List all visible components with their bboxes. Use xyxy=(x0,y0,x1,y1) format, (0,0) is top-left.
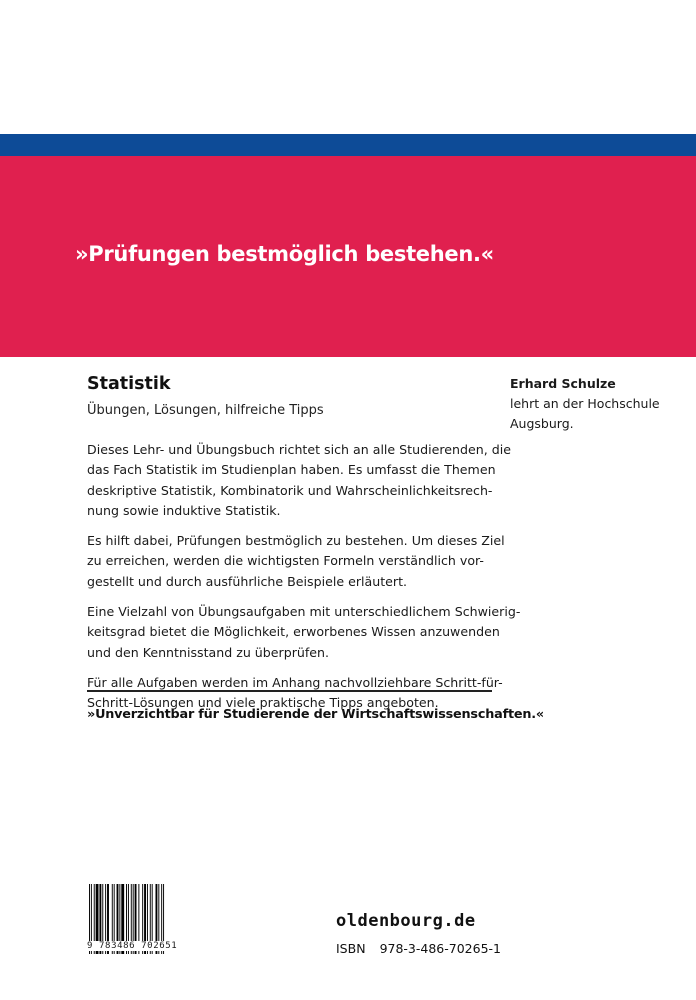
description-line: Es hilft dabei, Prüfungen bestmöglich zu bestehen. Um dieses Ziel xyxy=(87,533,505,549)
author-name: Erhard Schulze xyxy=(510,376,616,391)
description-line: und den Kenntnisstand zu überprüfen. xyxy=(87,644,330,660)
description-line: nung sowie induktive Statistik. xyxy=(87,502,281,518)
author-bio-line: Augsburg. xyxy=(510,416,574,431)
divider-line xyxy=(87,690,492,692)
description-line: Schritt-Lösungen und viele praktische Tipps angeboten. xyxy=(87,695,439,711)
publisher-website: oldenbourg.de xyxy=(336,911,476,931)
tagline: »Prüfungen bestmöglich bestehen.« xyxy=(75,242,494,266)
isbn-line xyxy=(336,941,501,956)
description-line: keitsgrad bietet die Möglichkeit, erworbenes Wissen anzuwenden xyxy=(87,624,500,640)
description-line: Eine Vielzahl von Übungsaufgaben mit unterschiedlichem Schwierig- xyxy=(87,604,521,620)
description-paragraph-3 xyxy=(87,602,521,663)
description-paragraph-1 xyxy=(87,440,511,521)
description-line: Für alle Aufgaben werden im Anhang nachvollziehbare Schritt-für- xyxy=(87,674,503,690)
author-bio-line: lehrt an der Hochschule xyxy=(510,396,660,411)
book-title: Statistik xyxy=(87,374,171,394)
description-line: deskriptive Statistik, Kombinatorik und Wahrscheinlichkeitsrech- xyxy=(87,482,493,498)
blue-stripe xyxy=(0,134,696,156)
isbn-number: 978-3-486-70265-1 xyxy=(379,941,501,956)
description-line: Dieses Lehr- und Übungsbuch richtet sich an alle Studierenden, die xyxy=(87,442,511,457)
isbn-label: ISBN xyxy=(336,941,366,956)
barcode-digits: 9 783486 702651 xyxy=(87,941,203,951)
description-line: gestellt und durch ausführliche Beispiele erläutert. xyxy=(87,573,408,589)
top-margin xyxy=(0,0,696,134)
description xyxy=(87,440,521,724)
description-paragraph-2 xyxy=(87,531,505,592)
description-line: das Fach Statistik im Studienplan haben. Es umfasst die Themen xyxy=(87,462,496,478)
author-block xyxy=(510,374,680,434)
endorsement-quote: »Unverzichtbar für Studierende der Wirtschaftswissenschaften.« xyxy=(87,707,544,722)
description-line: zu erreichen, werden die wichtigsten Formeln verständlich vor- xyxy=(87,553,484,569)
book-subtitle: Übungen, Lösungen, hilfreiche Tipps xyxy=(87,403,324,418)
